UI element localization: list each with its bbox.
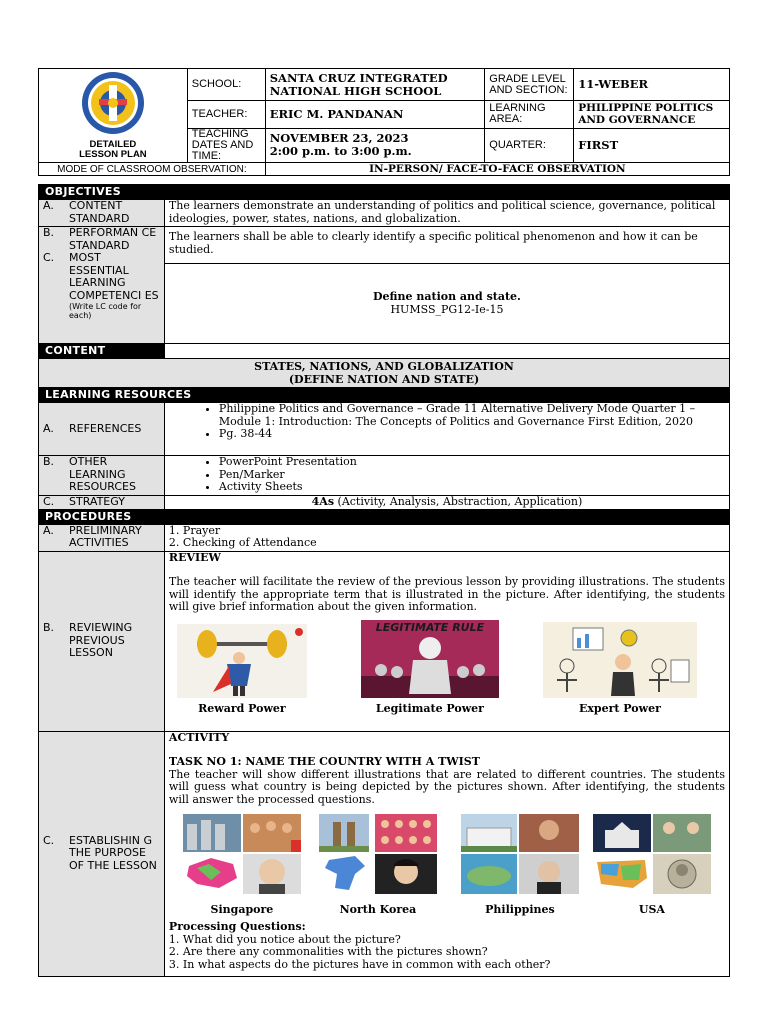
reference-item: • Philippine Politics and Governance – Grade 11 Alternative Delivery Mode Quarter 1 – Module 1: Introduction: The Concepts of Politics and Governance First Edition, 2020 <box>219 403 725 428</box>
school-seal-icon <box>71 71 155 135</box>
activity-title: ACTIVITY <box>168 730 230 744</box>
lc-code-note: (Write LC code for each) <box>69 302 142 320</box>
other-resource-item: • Activity Sheets <box>219 481 725 494</box>
lesson-plan-table <box>38 184 730 977</box>
standards-label-cell: B. PERFORMAN CE STANDARD C. MOST ESSENTIAL LEARNING COMPETENCI ES (Write LC code for each) <box>39 227 165 344</box>
competency-code: HUMSS_PG12-Ie-15 <box>390 302 504 316</box>
singapore-images <box>183 814 301 894</box>
review-images <box>169 620 725 716</box>
preliminary-label: A. PRELIMINARY ACTIVITIES <box>39 524 165 551</box>
content-title-line2: (DEFINE NATION AND STATE) <box>288 373 480 386</box>
expert-power-image <box>543 622 697 698</box>
grade-value: 11-WEBER <box>574 69 730 101</box>
task-title: TASK NO 1: NAME THE COUNTRY WITH A TWIST <box>168 755 480 768</box>
competency-text: Define nation and state. <box>373 290 521 303</box>
review-label: B. REVIEWING PREVIOUS LESSON <box>39 551 165 731</box>
country-caption-philippines: Philippines <box>485 903 555 916</box>
performance-standard-text: The learners shall be able to clearly identify a specific political phenomenon and how it can be studied. <box>164 227 729 264</box>
header-table <box>38 68 730 176</box>
dates-value-date: NOVEMBER 23, 2023 <box>269 131 409 146</box>
review-caption-reward: Reward Power <box>198 701 286 715</box>
processing-question: 1. What did you notice about the picture? <box>168 932 401 946</box>
country-images <box>169 812 725 922</box>
area-label: LEARNING AREA: <box>485 101 574 128</box>
north-korea-images <box>319 814 437 894</box>
prelim-item: 2. Checking of Attendance <box>168 536 317 549</box>
competency-cell <box>164 264 729 344</box>
legitimate-power-image <box>361 620 499 698</box>
activity-cell <box>164 731 729 976</box>
processing-question: 2. Are there any commonalities with the pictures shown? <box>168 945 488 958</box>
quarter-value: FIRST <box>574 128 730 162</box>
content-standard-text: The learners demonstrate an understanding of politics and political science, governance, political ideologies, power, states, nations, and globalization. <box>164 200 729 227</box>
area-value: PHILIPPINE POLITICS AND GOVERNANCE <box>574 101 730 128</box>
review-cell <box>164 551 729 731</box>
grade-label: GRADE LEVEL AND SECTION: <box>485 69 574 101</box>
reference-pages: • Pg. 38-44 <box>219 428 725 441</box>
legit-banner: LEGITIMATE RULE <box>375 620 485 634</box>
other-resources-cell <box>164 456 729 496</box>
resources-heading: LEARNING RESOURCES <box>39 388 730 403</box>
quarter-label: QUARTER: <box>485 128 574 162</box>
content-heading: CONTENT <box>39 344 165 359</box>
preliminary-cell <box>164 524 729 551</box>
establishing-label: C. ESTABLISHIN G THE PURPOSE OF THE LESSON <box>39 731 165 976</box>
strategy-cell <box>164 496 729 510</box>
philippines-images <box>461 814 579 894</box>
review-caption-legitimate: Legitimate Power <box>375 701 484 715</box>
procedures-heading: PROCEDURES <box>39 509 730 524</box>
other-resources-label: B. OTHER LEARNING RESOURCES <box>39 456 165 496</box>
mode-value: IN-PERSON/ FACE-TO-FACE OBSERVATION <box>265 163 729 176</box>
school-label: SCHOOL: <box>187 69 265 101</box>
strategy-bold: 4As <box>311 495 335 508</box>
references-cell <box>164 403 729 456</box>
reward-power-image <box>177 624 307 698</box>
prelim-item: 1. Prayer <box>168 523 221 537</box>
strategy-label: C. STRATEGY <box>39 496 165 510</box>
doc-type-line1: DETAILED <box>89 139 137 150</box>
country-caption-north-korea: North Korea <box>339 903 417 916</box>
country-caption-singapore: Singapore <box>210 903 274 916</box>
strategy-rest: (Activity, Analysis, Abstraction, Application) <box>334 495 583 508</box>
teacher-label: TEACHER: <box>187 101 265 128</box>
processing-question: 3. In what aspects do the pictures have in common with each other? <box>168 957 551 971</box>
usa-images <box>593 814 711 894</box>
content-standard-label: A. CONTENT STANDARD <box>39 200 165 227</box>
content-title-cell <box>39 359 730 388</box>
processing-questions-title: Processing Questions: <box>168 920 306 933</box>
teacher-value: ERIC M. PANDANAN <box>265 101 485 128</box>
task-text: The teacher will show different illustrations that are related to different countries. The students will guess what country is being depicted by the pictures shown. After identifying, the students will answer the processed questions. <box>168 767 725 806</box>
dates-value-time: 2:00 p.m. to 3:00 p.m. <box>269 144 412 159</box>
content-title-line1: STATES, NATIONS, AND GLOBALIZATION <box>254 360 514 373</box>
other-resource-item: • Pen/Marker <box>219 469 725 482</box>
review-caption-expert: Expert Power <box>578 701 661 715</box>
mode-label: MODE OF CLASSROOM OBSERVATION: <box>39 163 266 176</box>
review-title: REVIEW <box>168 550 221 564</box>
other-resource-item: • PowerPoint Presentation <box>219 456 725 469</box>
school-value: SANTA CRUZ INTEGRATED NATIONAL HIGH SCHOOL <box>265 69 485 101</box>
school-logo-cell <box>39 69 188 163</box>
references-label: A. REFERENCES <box>39 403 165 456</box>
dates-label: TEACHING DATES AND TIME: <box>187 128 265 162</box>
country-caption-usa: USA <box>638 903 665 916</box>
doc-type-line2: LESSON PLAN <box>79 149 147 160</box>
review-text: The teacher will facilitate the review of the previous lesson by providing illustrations. The students will identify the appropriate term that is illustrated in the picture. After identifying, the students will give brief information about the given information. <box>168 575 725 613</box>
objectives-heading: OBJECTIVES <box>39 185 730 200</box>
